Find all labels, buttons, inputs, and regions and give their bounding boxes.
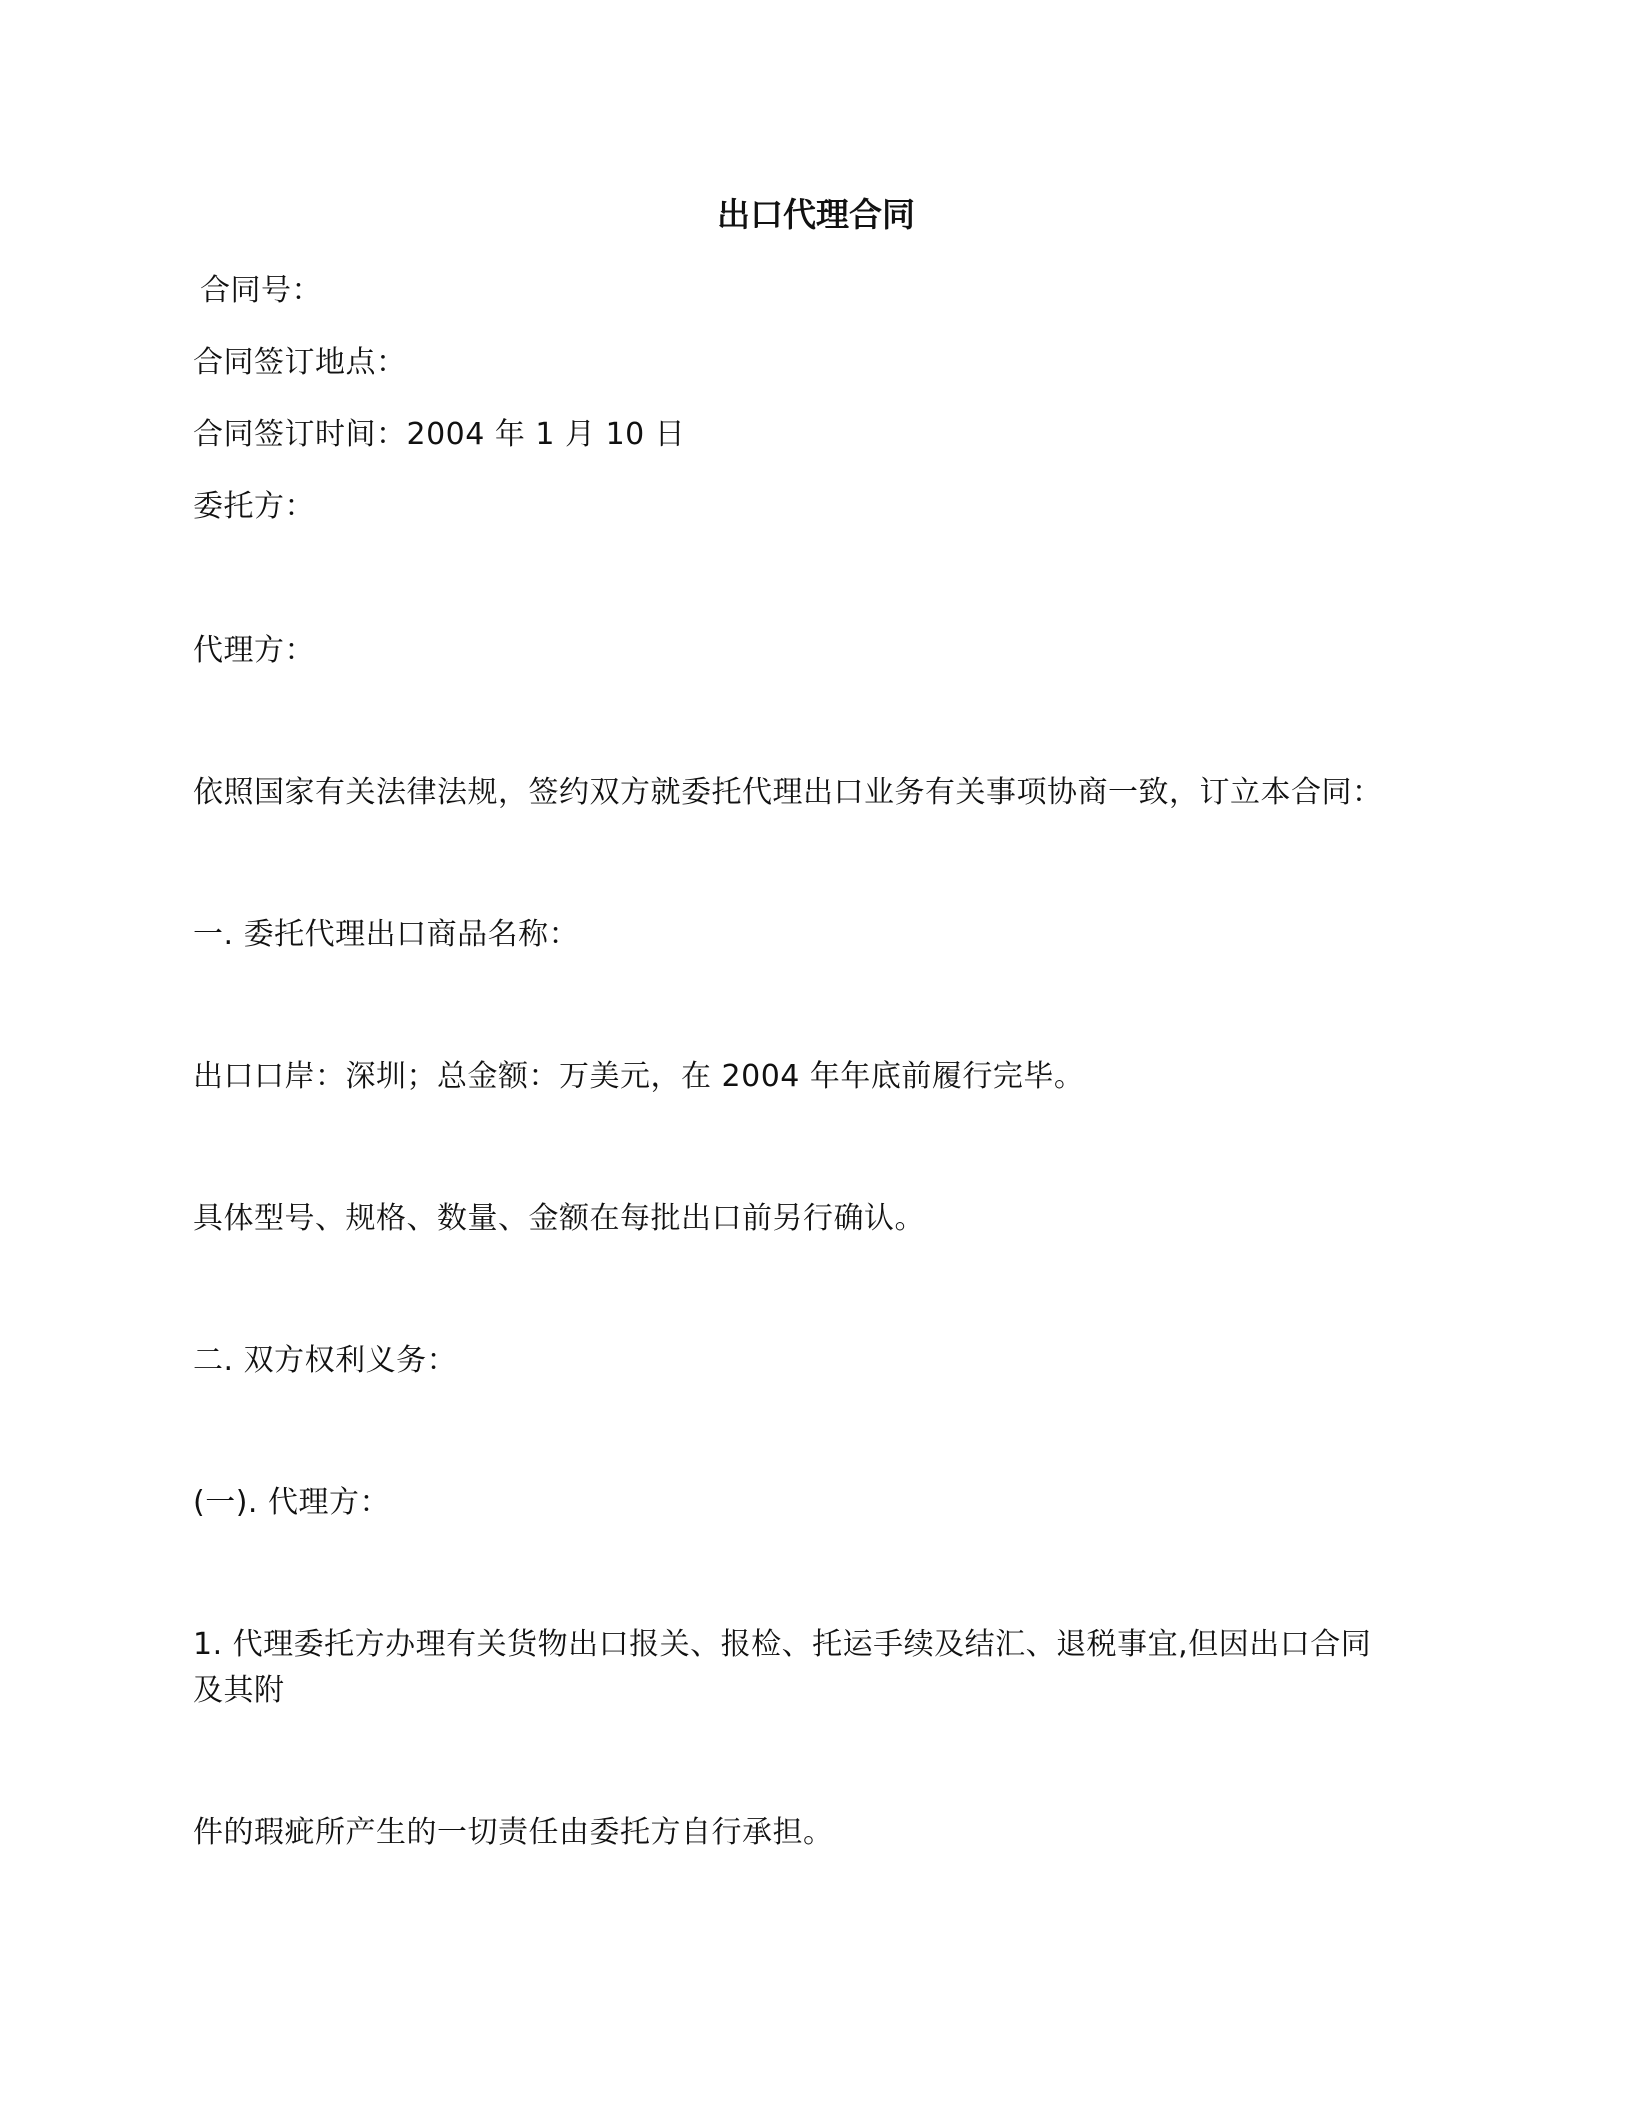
- item-1-line-1: 1. 代理委托方办理有关货物出口报关、报检、托运手续及结汇、退税事宜,但因出口合同: [193, 1627, 1372, 1662]
- document-title: 出口代理合同: [717, 195, 915, 234]
- item-1-line-2: 及其附: [193, 1673, 285, 1708]
- contract-number-label: 合同号：: [200, 273, 322, 308]
- subsection-1-heading: (一). 代理方：: [193, 1485, 390, 1520]
- section-1-detail-line: 具体型号、规格、数量、金额在每批出口前另行确认。: [193, 1201, 925, 1236]
- item-1-line-3: 件的瑕疵所产生的一切责任由委托方自行承担。: [193, 1815, 834, 1850]
- sign-place-label: 合同签订地点：: [193, 345, 407, 380]
- section-1-heading: 一. 委托代理出口商品名称：: [193, 917, 580, 952]
- section-2-heading: 二. 双方权利义务：: [193, 1343, 458, 1378]
- agent-label: 代理方：: [193, 633, 315, 668]
- preamble-paragraph: 依照国家有关法律法规，签约双方就委托代理出口业务有关事项协商一致，订立本合同：: [193, 775, 1383, 810]
- principal-label: 委托方：: [193, 489, 315, 524]
- section-1-port-line: 出口口岸：深圳；总金额：万美元，在 2004 年年底前履行完毕。: [193, 1059, 1085, 1094]
- sign-time-line: 合同签订时间：2004 年 1 月 10 日: [193, 417, 686, 452]
